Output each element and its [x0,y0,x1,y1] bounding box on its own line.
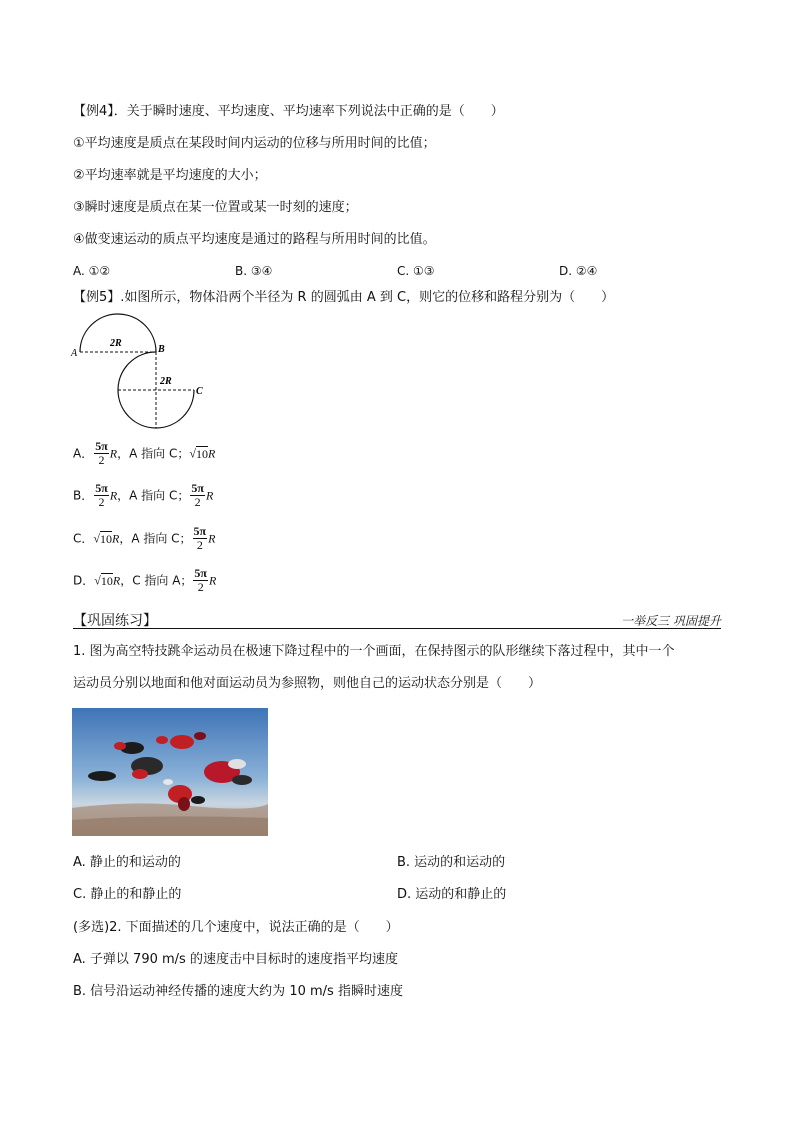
option-letter: A． [73,446,94,461]
example4-statement-2: ②平均速率就是平均速度的大小； [73,168,267,183]
skydivers-photo [72,708,268,836]
arc-diagram [66,308,216,432]
vertical-length-label: 2R [160,376,172,387]
radius-symbol: R [109,488,118,503]
point-b-label: B [158,344,165,355]
radius-symbol: R [208,531,216,546]
question2-option-b: B. 信号沿运动神经传播的速度大约为 10 m/s 指瞬时速度 [73,984,403,999]
direction-text: ，A 指向 C； [119,531,192,546]
question1-line1: 1. 图为高空特技跳伞运动员在极速下降过程中的一个画面，在保持图示的队形继续下落过程中，其中一个 [73,644,675,659]
option-letter: D． [73,573,95,588]
example5-title: 【例5】.如图所示，物体沿两个半径为 R 的圆弧由 A 到 C，则它的位移和路程分别为（ ） [73,290,615,305]
sqrt-expression: √10 [94,573,113,588]
radius-symbol: R [109,446,118,461]
question1-line2: 运动员分别以地面和他对面运动员为参照物，则他自己的运动状态分别是（ ） [73,676,542,691]
numerator: 5π [194,566,207,580]
example4-option-b: B. ③④ [235,264,273,278]
question1-option-c: C. 静止的和静止的 [73,887,182,902]
example4-statement-4: ④做变速运动的质点平均速度是通过的路程与所用时间的比值。 [73,232,436,247]
denominator: 2 [98,495,105,509]
numerator: 5π [95,481,108,495]
example4-option-c: C. ①③ [397,264,435,278]
question2-title: (多选)2. 下面描述的几个速度中，说法正确的是（ ） [73,920,399,935]
denominator: 2 [194,495,201,509]
denominator: 2 [197,580,204,594]
example4-option-d: D. ②④ [559,264,598,278]
direction-text: ，A 指向 C； [117,488,190,503]
example4-statement-3: ③瞬时速度是质点在某一位置或某一时刻的速度； [73,200,358,215]
sqrt-expression: √10 [93,531,112,546]
radius-symbol: R [205,488,214,503]
numerator: 5π [95,439,108,453]
fraction [94,440,109,467]
radicand: 10 [99,531,112,546]
section-title: 【巩固练习】 [73,613,157,629]
fraction [193,567,208,594]
fraction [190,482,205,509]
example4-statement-1: ①平均速度是质点在某段时间内运动的位移与所用时间的比值； [73,136,436,151]
example4-option-a: A. ①② [73,264,111,278]
example5-option-c [73,525,215,552]
option-letter: B． [73,488,94,503]
point-c-label: C [196,386,203,397]
question1-option-b: B. 运动的和运动的 [397,855,506,870]
denominator: 2 [98,453,105,467]
fraction [94,482,109,509]
radicand: 10 [100,573,113,588]
question2-option-a: A. 子弹以 790 m/s 的速度击中目标时的速度指平均速度 [73,952,398,967]
radicand: 10 [195,446,208,461]
section-header [73,610,721,629]
radius-symbol: R [111,531,120,546]
top-length-label: 2R [110,338,122,349]
numerator: 5π [191,481,204,495]
direction-text: ，A 指向 C； [117,446,190,461]
numerator: 5π [193,524,207,538]
option-letter: C． [73,531,94,546]
example5-option-d [73,567,216,594]
example5-option-a [73,440,215,467]
radius-symbol: R [112,573,121,588]
example5-option-b [73,482,213,509]
question1-option-a: A. 静止的和运动的 [73,855,181,870]
question1-option-d: D. 运动的和静止的 [397,887,507,902]
sqrt-expression: √10 [189,446,208,461]
fraction [193,525,208,552]
point-a-label: A [71,348,78,359]
radius-symbol: R [207,446,216,461]
direction-text: ，C 指向 A； [120,573,193,588]
example4-title: 【例4】．关于瞬时速度、平均速度、平均速率下列说法中正确的是（ ） [73,104,504,119]
section-subtitle: 一举反三 巩固提升 [621,614,721,628]
denominator: 2 [196,538,203,552]
radius-symbol: R [208,573,217,588]
